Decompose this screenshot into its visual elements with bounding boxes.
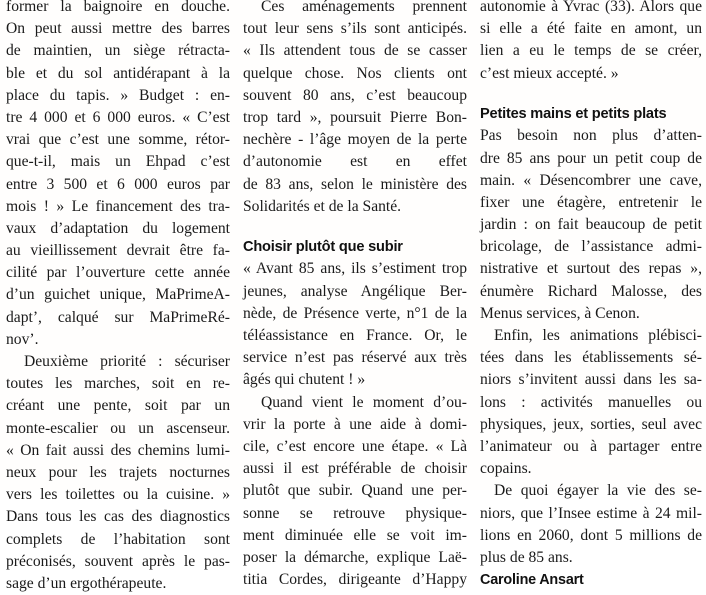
text-line: bricolage, de l’assistance admi- bbox=[480, 238, 702, 256]
text-line: former la baignoire en douche. bbox=[6, 0, 230, 15]
text-line: fixer une étagère, entretenir le bbox=[480, 193, 702, 211]
text-line: complets de l’habitation sont bbox=[6, 530, 230, 548]
text-line: lions en 2060, dont 5 millions de bbox=[480, 526, 702, 544]
text-line: tout leur sens s’ils sont anticipés. bbox=[243, 20, 467, 38]
text-line: monte-escalier ou un ascenseur. bbox=[6, 419, 230, 437]
text-line: l’animateur ou à partager entre bbox=[480, 437, 702, 455]
text-line: cile, c’est encore une étape. « Là bbox=[243, 437, 467, 455]
author-signature: Caroline Ansart bbox=[480, 572, 584, 589]
text-line: service n’est pas réservé aux très bbox=[243, 349, 467, 367]
text-line: trop tard », poursuit Pierre Bon- bbox=[243, 108, 467, 126]
text-line: dapt’, calqué sur MaPrimeRé- bbox=[6, 308, 230, 326]
text-line: jeunes, analyse Angélique Ber- bbox=[243, 282, 467, 300]
text-line: autonomie à Yvrac (33). Alors que bbox=[480, 0, 702, 15]
text-line: téléassistance en France. Or, le bbox=[243, 327, 467, 345]
text-line: vrir la porte à une aide à domi- bbox=[243, 415, 467, 433]
text-line: toutes les marches, soit en re- bbox=[6, 375, 230, 393]
text-line: poser la démarche, explique Laë- bbox=[243, 548, 467, 566]
text-line: Menus services, à Cenon. bbox=[480, 304, 640, 322]
text-line: « Ils attendent tous de se casser bbox=[243, 42, 467, 60]
text-line: neux pour les trajets nocturnes bbox=[6, 463, 230, 481]
text-line: nechère - l’âge moyen de la perte bbox=[243, 131, 467, 149]
text-line: nistrative et surtout des repas », bbox=[480, 260, 702, 278]
text-line: souvent 80 ans, c’est beaucoup bbox=[243, 86, 467, 104]
text-line: plutôt que subir. Quand une per- bbox=[243, 482, 467, 500]
text-line: au vieillissement devrait être fa- bbox=[6, 242, 230, 260]
text-line: que-t-il, mais un Ehpad c’est bbox=[6, 153, 230, 171]
text-line: vaux d’adaptation du logement bbox=[6, 219, 230, 237]
text-line: d’autonomie est en effet bbox=[243, 153, 467, 171]
text-line: sage d’un ergothérapeute. bbox=[6, 574, 167, 592]
text-line: vers les toilettes ou la cuisine. » bbox=[6, 486, 230, 504]
text-line: ble et du sol antidérapant à la bbox=[6, 64, 230, 82]
text-line: jardin : on fait beaucoup de petit bbox=[480, 216, 702, 234]
text-line: titia Cordes, dirigeante d’Happy bbox=[243, 571, 467, 589]
text-line: Quand vient le moment d’ou- bbox=[261, 393, 467, 411]
section-gap bbox=[243, 218, 467, 236]
text-line: lons : activités manuelles ou bbox=[480, 393, 702, 411]
text-line: âgés qui chutent ! » bbox=[243, 371, 366, 389]
text-line: Ces aménagements prennent bbox=[261, 0, 467, 15]
text-line: Pas besoin non plus d’atten- bbox=[480, 127, 702, 145]
text-line: Solidarités et de la Santé. bbox=[243, 197, 402, 215]
text-line: tre 4 000 et 6 000 euros. « C’est bbox=[6, 108, 230, 126]
text-line: main. « Désencombrer une cave, bbox=[480, 171, 702, 189]
text-line: quelque chose. Nos clients ont bbox=[243, 64, 467, 82]
text-line: de 83 ans, selon le ministère des bbox=[243, 175, 467, 193]
text-line: créant une pente, soit par un bbox=[6, 397, 230, 415]
article-column-3 bbox=[480, 0, 702, 591]
text-line: Deuxième priorité : sécuriser bbox=[24, 353, 230, 370]
text-line: « Avant 85 ans, ils s’estiment trop bbox=[243, 260, 467, 278]
text-line: lien a eu le temps de se créer, bbox=[480, 42, 702, 60]
text-line: On peut aussi mettre des barres bbox=[6, 20, 230, 38]
text-line: Enfin, les animations plébisci- bbox=[494, 327, 702, 345]
article-column-2 bbox=[243, 0, 467, 591]
text-line: sonne se retrouve physique- bbox=[243, 504, 467, 522]
text-line: niors, que l’Insee estime à 24 mil- bbox=[480, 504, 702, 522]
section-gap bbox=[480, 85, 702, 103]
text-line: préconisés, souvent après le pas- bbox=[6, 552, 230, 570]
text-line: nède, de Présence verte, n°1 de la bbox=[243, 304, 467, 322]
text-line: tées dans les établissements sé- bbox=[480, 349, 702, 367]
text-line: cilité par l’ouverture cette année bbox=[6, 264, 230, 282]
text-line: aussi il est préférable de choisir bbox=[243, 460, 467, 478]
text-line: ment diminuée elle se voit im- bbox=[243, 526, 467, 544]
text-line: « On fait aussi des chemins lumi- bbox=[6, 441, 230, 459]
text-line: place du tapis. » Budget : en- bbox=[6, 86, 230, 104]
text-line: physiques, jeux, sorties, seul avec bbox=[480, 415, 702, 433]
text-line: mois ! » Le financement des tra- bbox=[6, 197, 230, 215]
text-line: c’est mieux accepté. » bbox=[480, 64, 619, 82]
text-line: entre 3 500 et 6 000 euros par bbox=[6, 175, 230, 193]
text-line: si elle a été faite en amont, un bbox=[480, 20, 702, 38]
text-line: vrai que c’est une somme, rétor- bbox=[6, 131, 230, 149]
text-line: d’un guichet unique, MaPrimeA- bbox=[6, 286, 230, 304]
text-line: de maintien, un siège rétracta- bbox=[6, 42, 230, 60]
text-line: énumère Richard Malosse, des bbox=[480, 282, 702, 300]
section-heading: Petites mains et petits plats bbox=[480, 106, 667, 123]
text-line: De quoi égayer la vie des se- bbox=[494, 482, 702, 500]
section-heading: Choisir plutôt que subir bbox=[243, 239, 403, 256]
text-line: plus de 85 ans. bbox=[480, 548, 573, 566]
text-line: niors s’invitent aussi dans les sa- bbox=[480, 371, 702, 389]
text-line: nov’. bbox=[6, 330, 39, 348]
article-column-1 bbox=[6, 0, 230, 595]
text-line: dre 85 ans pour un petit coup de bbox=[480, 149, 702, 167]
text-line: Dans tous les cas des diagnostics bbox=[6, 508, 230, 526]
text-line: copains. bbox=[480, 460, 532, 478]
